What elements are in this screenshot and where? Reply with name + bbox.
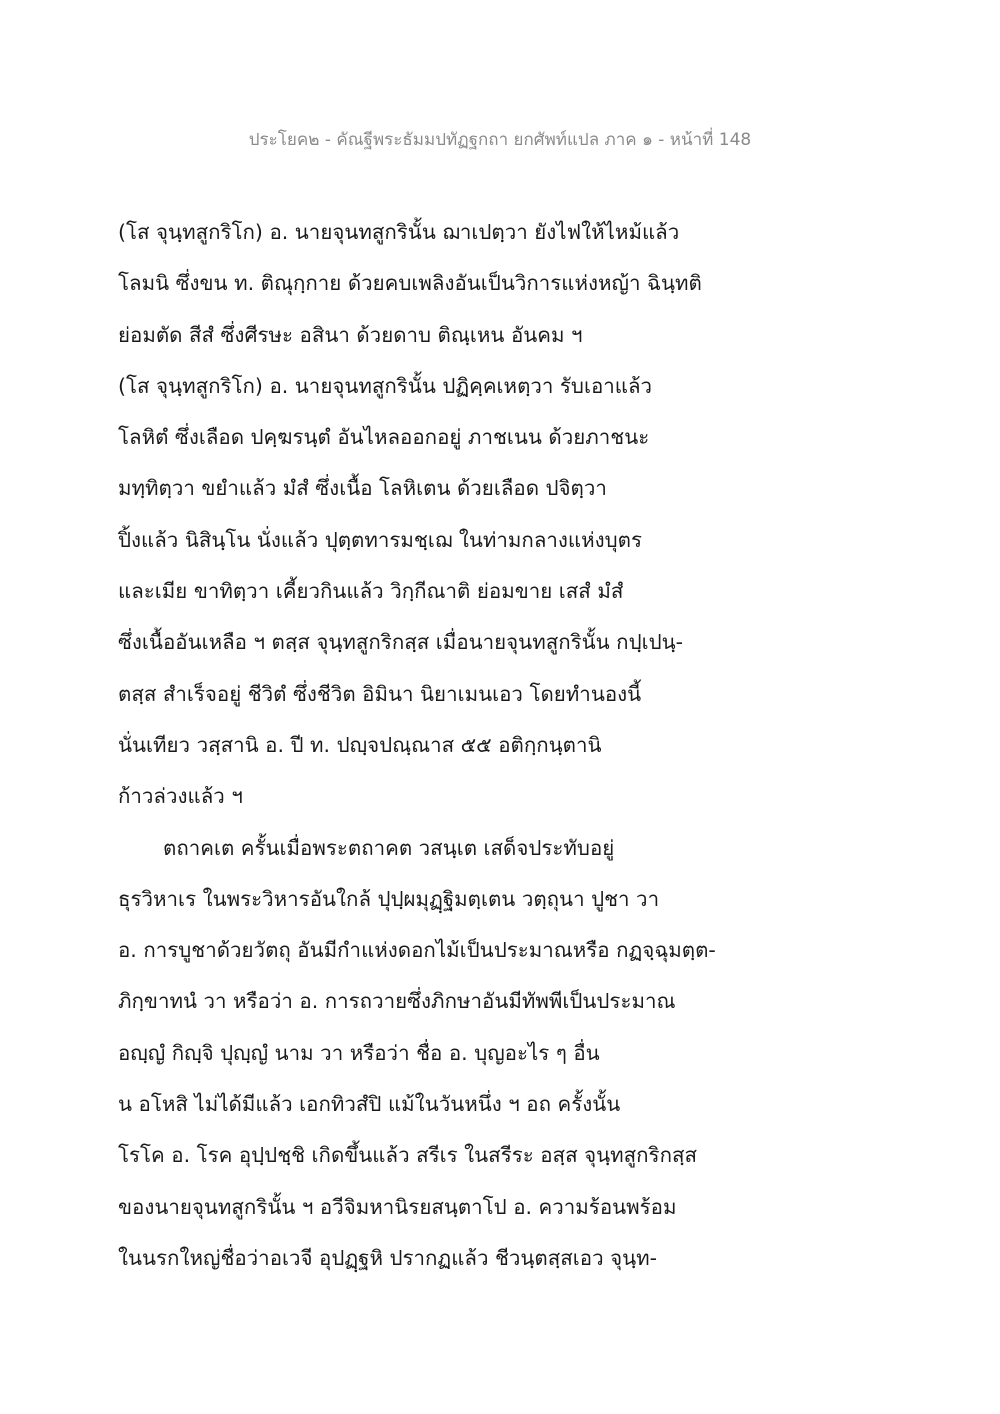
text-line: ธุรวิหาเร ในพระวิหารอันใกล้ ปุปฺผมุฏฺฐิมตฺเตน วตฺถุนา ปูชา วา: [118, 886, 660, 911]
text-line: และเมีย ขาทิตฺวา เคี้ยวกินแล้ว วิกฺกีณาติ ย่อมขาย เสสํ มํสํ: [118, 579, 624, 604]
text-line: โลมนิ ซึ่งขน ท. ติณุกฺกาย ด้วยคบเพลิงอันเป็นวิการแห่งหญ้า ฉินฺทติ: [118, 271, 702, 296]
text-line: (โส จุนฺทสูกริโก) อ. นายจุนทสูกรินั้น ฌาเปตฺวา ยังไฟให้ไหม้แล้ว: [118, 220, 680, 244]
text-line: อ. การบูชาด้วยวัตถุ อันมีกำแห่งดอกไม้เป็นประมาณหรือ กฏจฺฉุมตฺต-: [118, 938, 716, 963]
text-line: อญฺญํ กิญฺจิ ปุญฺญํ นาม วา หรือว่า ชื่อ อ. บุญอะไร ๆ อื่น: [118, 1040, 600, 1065]
text-line: ก้าวล่วงแล้ว ฯ: [118, 784, 243, 809]
text-line: นั่นเทียว วสฺสานิ อ. ปี ท. ปญฺจปณฺณาส ๕๕ อติกฺกนฺตานิ: [118, 732, 602, 757]
text-line: ซึ่งเนื้ออันเหลือ ฯ ตสฺส จุนฺทสูกริกสฺส เมื่อนายจุนทสูกรินั้น กปฺเปนฺ-: [118, 630, 684, 655]
text-line: โรโค อ. โรค อุปฺปชฺชิ เกิดขึ้นแล้ว สรีเร ในสรีระ อสฺส จุนฺทสูกริกสฺส: [118, 1143, 698, 1168]
page-header: ประโยค๒ - คัณฐีพระธัมมปทัฏฐกถา ยกศัพท์แปล ภาค ๑ - หน้าที่ 148: [248, 130, 752, 150]
text-line: ในนรกใหญ่ชื่อว่าอเวจี อุปฏฺฐหิ ปรากฏแล้ว ชีวนฺตสฺสเอว จุนฺท-: [118, 1245, 658, 1270]
text-line: ตสฺส สำเร็จอยู่ ชีวิตํ ซึ่งชีวิต อิมินา นิยาเมนเอว โดยทำนองนี้: [118, 681, 642, 706]
text-line: ย่อมตัด สีสํ ซึ่งศีรษะ อสินา ด้วยดาบ ติณฺเหน อันคม ฯ: [118, 322, 583, 347]
paragraph-start-line: ตถาคเต ครั้นเมื่อพระตถาคต วสนฺเต เสด็จประทับอยู่: [163, 835, 615, 860]
text-line: มทฺทิตฺวา ขยำแล้ว มํสํ ซึ่งเนื้อ โลหิเตน ด้วยเลือด ปจิตฺวา: [118, 476, 607, 501]
body-text: [118, 212, 918, 1289]
text-line: ปิ้งแล้ว นิสินฺโน นั่งแล้ว ปุตฺตทารมชฺเฌ ในท่ามกลางแห่งบุตร: [118, 527, 643, 552]
text-line: โลหิตํ ซึ่งเลือด ปคฺฆรนฺตํ อันไหลออกอยู่ ภาชเนน ด้วยภาชนะ: [118, 425, 650, 450]
text-line: ของนายจุนทสูกรินั้น ฯ อวีจิมหานิรยสนฺตาโป อ. ความร้อนพร้อม: [118, 1194, 677, 1219]
text-line: (โส จุนฺทสูกริโก) อ. นายจุนทสูกรินั้น ปฏิคฺคเหตฺวา รับเอาแล้ว: [118, 373, 653, 398]
text-line: น อโหสิ ไม่ได้มีแล้ว เอกทิวสํปิ แม้ในวันหนึ่ง ฯ อถ ครั้งนั้น: [118, 1092, 621, 1117]
text-line: ภิกฺขาทนํ วา หรือว่า อ. การถวายซึ่งภิกษาอันมีทัพพีเป็นประมาณ: [118, 989, 676, 1014]
